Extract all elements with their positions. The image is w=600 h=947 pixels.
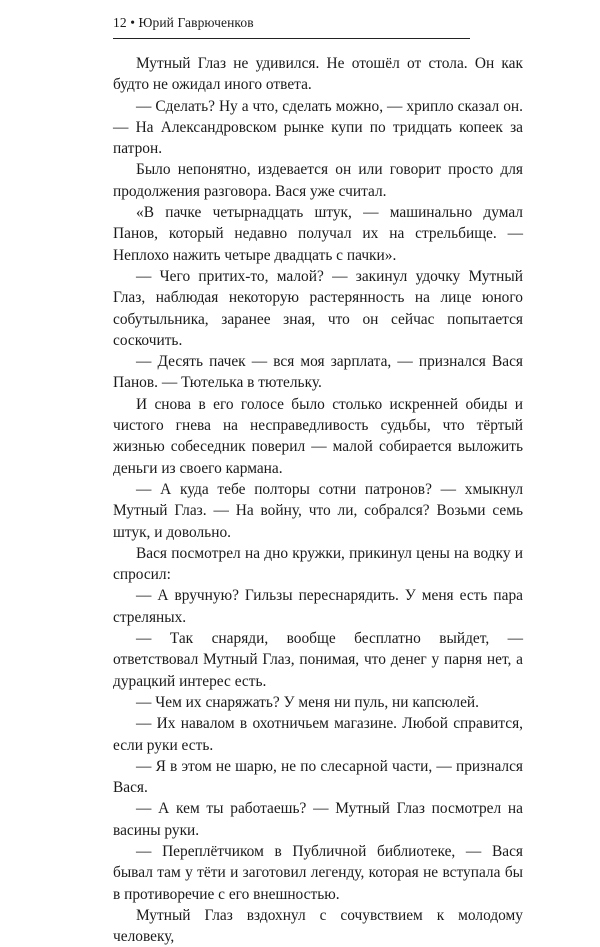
paragraph: — Я в этом не шарю, не по слесарной части, — признался Вася. bbox=[113, 757, 523, 797]
paragraph: — Чем их снаряжать? У меня ни пуль, ни капсюлей. bbox=[136, 693, 480, 711]
paragraph: — А куда тебе полторы сотни патронов? — хмыкнул Мутный Глаз. — На войну, что ли, собрался? Возьми семь штук, и довольно. bbox=[113, 480, 523, 541]
paragraph: — Переплётчиком в Публичной библиотеке, — Вася бывал там у тёти и заготовил легенду, которая не вступала бы в противоречие с его внешностью. bbox=[113, 842, 523, 903]
paragraph: — Чего притих-то, малой? — закинул удочку Мутный Глаз, наблюдая некоторую растерянность на лице юного собутыльника, заранее зная, что он сейчас попытается соскочить. bbox=[113, 267, 523, 349]
paragraph: — А кем ты работаешь? — Мутный Глаз посмотрел на васины руки. bbox=[113, 800, 523, 839]
paragraph: «В пачке четырнадцать штук, — машинально думал Панов, который недавно получал их на стрельбище. — Неплохо нажить четыре двадцать с пачки». bbox=[113, 204, 523, 264]
running-head-text bbox=[113, 14, 473, 32]
paragraph: Было непонятно, издевается он или говорит просто для продолжения разговора. Вася уже считал. bbox=[113, 161, 523, 200]
paragraph: И снова в его голосе было столько искренней обиды и чистого гнева на несправедливость судьбы, что тёртый жизнью собеседник поверил — малой собирается выложить деньги из своего кармана. bbox=[113, 395, 523, 477]
body-text bbox=[113, 53, 523, 947]
paragraph: — А вручную? Гильзы переснарядить. У меня есть пара стреляных. bbox=[113, 587, 523, 626]
author-name: Юрий Гаврюченков bbox=[138, 15, 254, 30]
paragraph: — Сделать? Ну а что, сделать можно, — хрипло сказал он. — На Александровском рынке купи по тридцать копеек за патрон. bbox=[113, 97, 523, 158]
paragraph: — Так снаряди, вообще бесплатно выйдет, — ответствовал Мутный Глаз, понимая, что денег у парня нет, а дурацкий интерес есть. bbox=[113, 630, 523, 690]
paragraph: Мутный Глаз вздохнул с сочувствием к молодому человеку, bbox=[113, 906, 523, 946]
header-separator: • bbox=[130, 15, 136, 30]
paragraph: — Их навалом в охотничьем магазине. Любой справится, если руки есть. bbox=[113, 715, 523, 754]
header-rule bbox=[113, 38, 470, 39]
running-header bbox=[113, 14, 473, 39]
paragraph: Мутный Глаз не удивился. Не отошёл от стола. Он как будто не ожидал иного ответа. bbox=[113, 55, 523, 94]
page-number: 12 bbox=[113, 15, 127, 30]
paragraph: — Десять пачек — вся моя зарплата, — признался Вася Панов. — Тютелька в тютельку. bbox=[113, 353, 523, 392]
paragraph: Вася посмотрел на дно кружки, прикинул цены на водку и спросил: bbox=[113, 544, 523, 584]
